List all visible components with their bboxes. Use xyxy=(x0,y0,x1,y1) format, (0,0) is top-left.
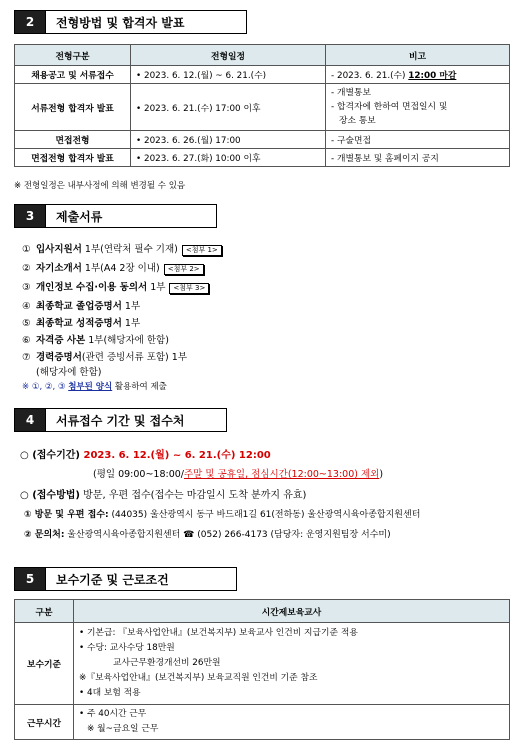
doc-number: ⑤ xyxy=(22,318,31,329)
doc-name: 개인정보 수집·이용 동의서 xyxy=(36,282,148,293)
method-label: ○ (접수방법) xyxy=(20,490,80,501)
attachment-tag: <첨부 2> xyxy=(164,264,204,275)
table-row xyxy=(15,66,510,84)
doc-item xyxy=(22,315,140,329)
section-title: 전형방법 및 합격자 발표 xyxy=(46,10,247,34)
note-prefix: ※ ①, ②, ③ xyxy=(22,382,69,392)
work-line: • 주 40시간 근무 xyxy=(79,709,147,719)
work-line: ※ 월~금요일 근무 xyxy=(87,724,159,734)
cell-note: - 개별통보 및 홈페이지 공지 xyxy=(326,149,510,167)
cell-type: 서류전형 합격자 발표 xyxy=(15,84,131,131)
doc-number: ⑥ xyxy=(22,335,31,346)
attached-forms-link[interactable]: 첨부된 양식 xyxy=(68,382,113,392)
doc-desc: 1부 xyxy=(121,318,141,329)
attachment-tag: <첨부 1> xyxy=(182,245,222,256)
section-title: 보수기준 및 근로조건 xyxy=(46,567,237,591)
period-value: 2023. 6. 12.(월) ~ 6. 21.(수) 12:00 xyxy=(83,450,271,461)
table-row xyxy=(15,84,510,131)
doc-item xyxy=(22,349,187,363)
doc-name: 입사지원서 xyxy=(36,244,82,255)
doc-desc: 1부 xyxy=(147,282,166,293)
pay-line: ※『보육사업안내』(보건복지부) 보육교직원 인건비 기준 참조 xyxy=(79,673,318,683)
col-header: 전형구분 xyxy=(15,45,131,66)
doc-name: 경력증명서 xyxy=(36,352,82,363)
apply-visit xyxy=(24,507,420,520)
doc-name: 자격증 사본 xyxy=(36,335,86,346)
note-line: 장소 통보 xyxy=(339,116,376,126)
col-header: 구분 xyxy=(15,600,74,623)
schedule-footnote: ※ 전형일정은 내부사정에 의해 변경될 수 있음 xyxy=(14,181,186,191)
doc-desc: 1부(해당자에 한함) xyxy=(85,335,169,346)
doc-name: 자기소개서 xyxy=(36,263,82,274)
table-row xyxy=(15,149,510,167)
doc-number: ② xyxy=(22,263,31,274)
doc-item xyxy=(22,241,222,256)
apply-contact xyxy=(24,527,391,540)
note-suffix: 활용하여 제출 xyxy=(112,382,167,392)
pay-line: • 기본급: 『보육사업안내』(보건복지부) 보육교사 인건비 지급기준 적용 xyxy=(79,628,358,638)
doc-number: ④ xyxy=(22,301,31,312)
hours-excluded: 주말 및 공휴일, 점심시간(12:00~13:00) 제외 xyxy=(184,469,380,480)
visit-label: ① 방문 및 우편 접수: xyxy=(24,510,109,520)
pay-table xyxy=(14,599,510,740)
cell-note: - 구술면접 xyxy=(326,131,510,149)
contact-label: ② 문의처: xyxy=(24,530,65,540)
apply-method xyxy=(20,486,306,501)
section-number: 3 xyxy=(14,204,46,228)
cell-date: • 2023. 6. 26.(월) 17:00 xyxy=(131,131,326,149)
col-header: 전형일정 xyxy=(131,45,326,66)
cell-date: • 2023. 6. 27.(화) 10:00 이후 xyxy=(131,149,326,167)
pay-line: • 수당: 교사수당 18만원 xyxy=(79,643,175,653)
section-4-header xyxy=(14,408,227,432)
doc-item xyxy=(22,298,140,312)
cell-type: 면접전형 xyxy=(15,131,131,149)
doc-desc: 1부(A4 2장 이내) xyxy=(81,263,160,274)
cell-type: 채용공고 및 서류접수 xyxy=(15,66,131,84)
schedule-table xyxy=(14,44,510,167)
deadline-text: 12:00 마감 xyxy=(408,71,457,81)
cell-date: • 2023. 6. 21.(수) 17:00 이후 xyxy=(131,84,326,131)
pay-details xyxy=(74,623,510,705)
section-3-header xyxy=(14,204,217,228)
doc-name: 최종학교 졸업증명서 xyxy=(36,301,122,312)
section-2-header xyxy=(14,10,247,34)
doc-desc: (관련 증빙서류 포함) 1부 xyxy=(81,352,188,363)
doc-name: 최종학교 성적증명서 xyxy=(36,318,122,329)
cell-date: • 2023. 6. 12.(월) ~ 6. 21.(수) xyxy=(131,66,326,84)
doc-desc: 1부 xyxy=(121,301,141,312)
table-row xyxy=(15,623,510,705)
doc-extra: (해당자에 한함) xyxy=(36,367,102,378)
attachment-tag: <첨부 3> xyxy=(169,283,209,294)
doc-number: ① xyxy=(22,244,31,255)
doc-number: ③ xyxy=(22,282,31,293)
method-value: 방문, 우편 접수(접수는 마감일시 도착 분까지 유효) xyxy=(80,490,307,501)
col-header: 시간제보육교사 xyxy=(74,600,510,623)
contact-value: 울산광역시육아종합지원센터 ☎ (052) 266-4173 (담당자: 운영지원팀장 서수미) xyxy=(64,530,391,540)
section-number: 5 xyxy=(14,567,46,591)
apply-period xyxy=(20,446,271,461)
pay-line: • 4대 보험 적용 xyxy=(79,688,141,698)
cell-type: 면접전형 합격자 발표 xyxy=(15,149,131,167)
pay-label: 보수기준 xyxy=(15,623,74,705)
doc-item xyxy=(22,332,169,346)
table-row xyxy=(15,705,510,740)
note-line: - 개별통보 xyxy=(331,88,371,98)
pay-line: 교사근무환경개선비 26만원 xyxy=(113,658,221,668)
cell-note xyxy=(326,66,510,84)
apply-hours xyxy=(93,466,383,480)
doc-desc: 1부(연락처 필수 기재) xyxy=(81,244,178,255)
note-text: - 2023. 6. 21.(수) xyxy=(331,71,409,81)
section-number: 4 xyxy=(14,408,46,432)
col-header: 비고 xyxy=(326,45,510,66)
doc-number: ⑦ xyxy=(22,352,31,363)
work-label: 근무시간 xyxy=(15,705,74,740)
doc-item xyxy=(22,260,204,275)
period-label: ○ (접수기간) xyxy=(20,450,84,461)
visit-address: (44035) 울산광역시 동구 바드래1길 61(전하동) 울산광역시육아종합지원센터 xyxy=(108,510,421,520)
note-line: - 합격자에 한하여 면접일시 및 xyxy=(331,102,448,112)
section-5-header xyxy=(14,567,237,591)
table-row xyxy=(15,131,510,149)
section-number: 2 xyxy=(14,10,46,34)
doc-item xyxy=(22,279,209,294)
work-details xyxy=(74,705,510,740)
docs-note xyxy=(22,380,167,392)
cell-note xyxy=(326,84,510,131)
section-title: 서류접수 기간 및 접수처 xyxy=(46,408,227,432)
hours-text: (평일 09:00~18:00/ xyxy=(93,469,184,480)
section-title: 제출서류 xyxy=(46,204,217,228)
hours-close: ) xyxy=(379,469,384,480)
